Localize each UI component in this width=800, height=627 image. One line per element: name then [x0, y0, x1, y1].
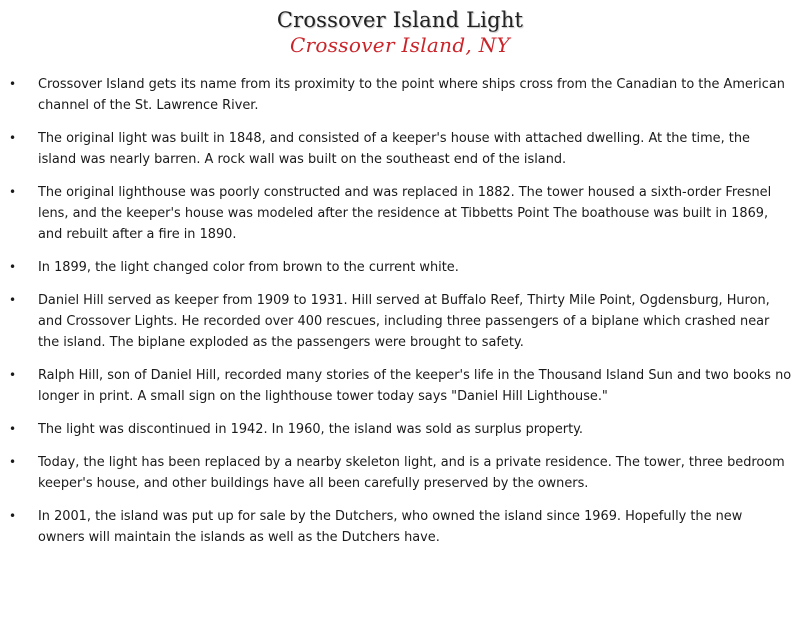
bullet-dot-icon: • [9, 509, 17, 523]
bullet-text: The original light was built in 1848, and consisted of a keeper's house with attached dwelling. At the time, the island was nearly barren. A rock wall was built on the southeast end of the island. [38, 131, 750, 167]
bullet-dot-icon: • [9, 77, 17, 91]
bullet-item [0, 290, 800, 353]
bullet-text: In 1899, the light changed color from brown to the current white. [38, 260, 459, 275]
bullet-text: The light was discontinued in 1942. In 1960, the island was sold as surplus property. [38, 422, 584, 437]
bullet-item [0, 257, 800, 278]
bullet-item [0, 452, 800, 494]
bullet-dot-icon: • [9, 293, 17, 307]
bullet-text: Today, the light has been replaced by a nearby skeleton light, and is a private residence. The tower, three bedroom keeper's house, and other buildings have all been carefully preserved by the owners. [38, 455, 785, 491]
bullet-dot-icon: • [9, 131, 17, 145]
bullet-list [0, 74, 800, 560]
bullet-dot-icon: • [9, 368, 17, 382]
bullet-text: In 2001, the island was put up for sale by the Dutchers, who owned the island since 1969. Hopefully the new owners will maintain the islands as well as the Dutchers have. [38, 509, 743, 545]
bullet-text: Ralph Hill, son of Daniel Hill, recorded many stories of the keeper's life in the Thousand Island Sun and two books no longer in print. A small sign on the lighthouse tower today says "Daniel Hill Lighthouse." [38, 368, 792, 404]
bullet-item [0, 365, 800, 407]
bullet-dot-icon: • [9, 260, 17, 274]
bullet-item [0, 419, 800, 440]
bullet-text: Daniel Hill served as keeper from 1909 to 1931. Hill served at Buffalo Reef, Thirty Mile Point, Ogdensburg, Huron, and Crossover Lights. He recorded over 400 rescues, including three passengers of a biplane which crashed near the island. The biplane exploded as the passengers were brought to safety. [38, 293, 770, 350]
bullet-dot-icon: • [9, 185, 17, 199]
slide-header [0, 6, 800, 58]
bullet-item [0, 128, 800, 170]
bullet-dot-icon: • [9, 455, 17, 469]
bullet-dot-icon: • [9, 422, 17, 436]
bullet-item [0, 74, 800, 116]
bullet-text: The original lighthouse was poorly constructed and was replaced in 1882. The tower housed a sixth-order Fresnel lens, and the keeper's house was modeled after the residence at Tibbetts Point The boathouse was built in 1869, and rebuilt after a fire in 1890. [38, 185, 772, 242]
bullet-text: Crossover Island gets its name from its proximity to the point where ships cross from the Canadian to the American channel of the St. Lawrence River. [38, 77, 785, 113]
page-title: Crossover Island Light [276, 8, 524, 32]
bullet-item [0, 182, 800, 245]
page-subtitle: Crossover Island, NY [289, 33, 511, 57]
bullet-item [0, 506, 800, 548]
